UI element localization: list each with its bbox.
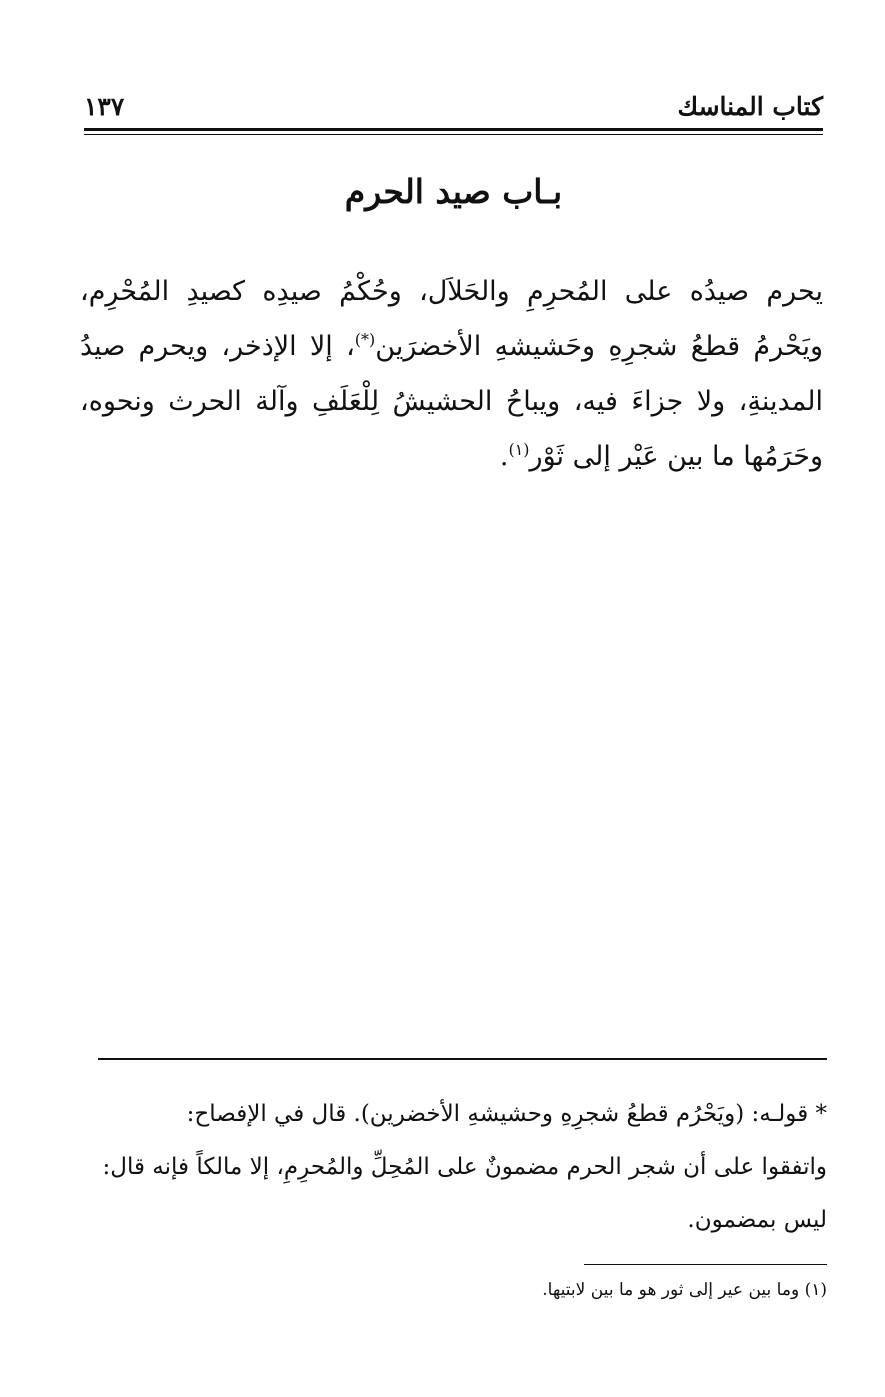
footnote: (١) وما بين عير إلى ثور هو ما بين لابتيها. xyxy=(542,1280,827,1300)
header-rule-thick xyxy=(84,128,823,131)
commentary-line-2: واتفقوا على أن شجر الحرم مضمونٌ على المُحِلِّ والمُحرِمِ، إلا مالكاً فإنه قال: xyxy=(102,1154,827,1180)
main-text-part-3: . xyxy=(499,441,509,472)
header-rule-thin xyxy=(84,134,823,135)
page-number: ١٣٧ xyxy=(84,92,125,121)
commentary-separator xyxy=(98,1058,827,1060)
footnote-marker: (١) xyxy=(508,440,530,459)
main-text-part-2: ، إلا الإذخر، ويحرم صيدُ المدينةِ، ولا جزاءَ فيه، ويباحُ الحشيشُ لِلْعَلَفِ وآلة الحرث ونحوه، وحَرَمُها ما بين عَيْر إلى ثَوْر xyxy=(80,331,823,472)
main-text-part-1: يحرم صيدُه على المُحرِمِ والحَلاَل، وحُكْمُ صيدِه كصيدِ المُحْرِم، ويَحْرمُ قطعُ شجرِهِ وحَشيشهِ الأخضرَين xyxy=(80,276,823,362)
footnote-separator xyxy=(584,1264,827,1265)
commentary-line-3: ليس بمضمون. xyxy=(687,1207,827,1233)
commentary-line-1: * قولـه: (ويَحْرُم قطعُ شجرِهِ وحشيشهِ الأخضرين). قال في الإفصاح: xyxy=(186,1101,827,1127)
main-paragraph xyxy=(80,264,823,484)
chapter-heading: بـاب صيد الحرم xyxy=(344,172,563,211)
running-header xyxy=(84,92,823,122)
commentary-marker: (*) xyxy=(354,330,376,349)
commentary-section xyxy=(84,1088,827,1247)
book-title: كتاب المناسك xyxy=(677,92,823,121)
main-text xyxy=(80,264,823,484)
